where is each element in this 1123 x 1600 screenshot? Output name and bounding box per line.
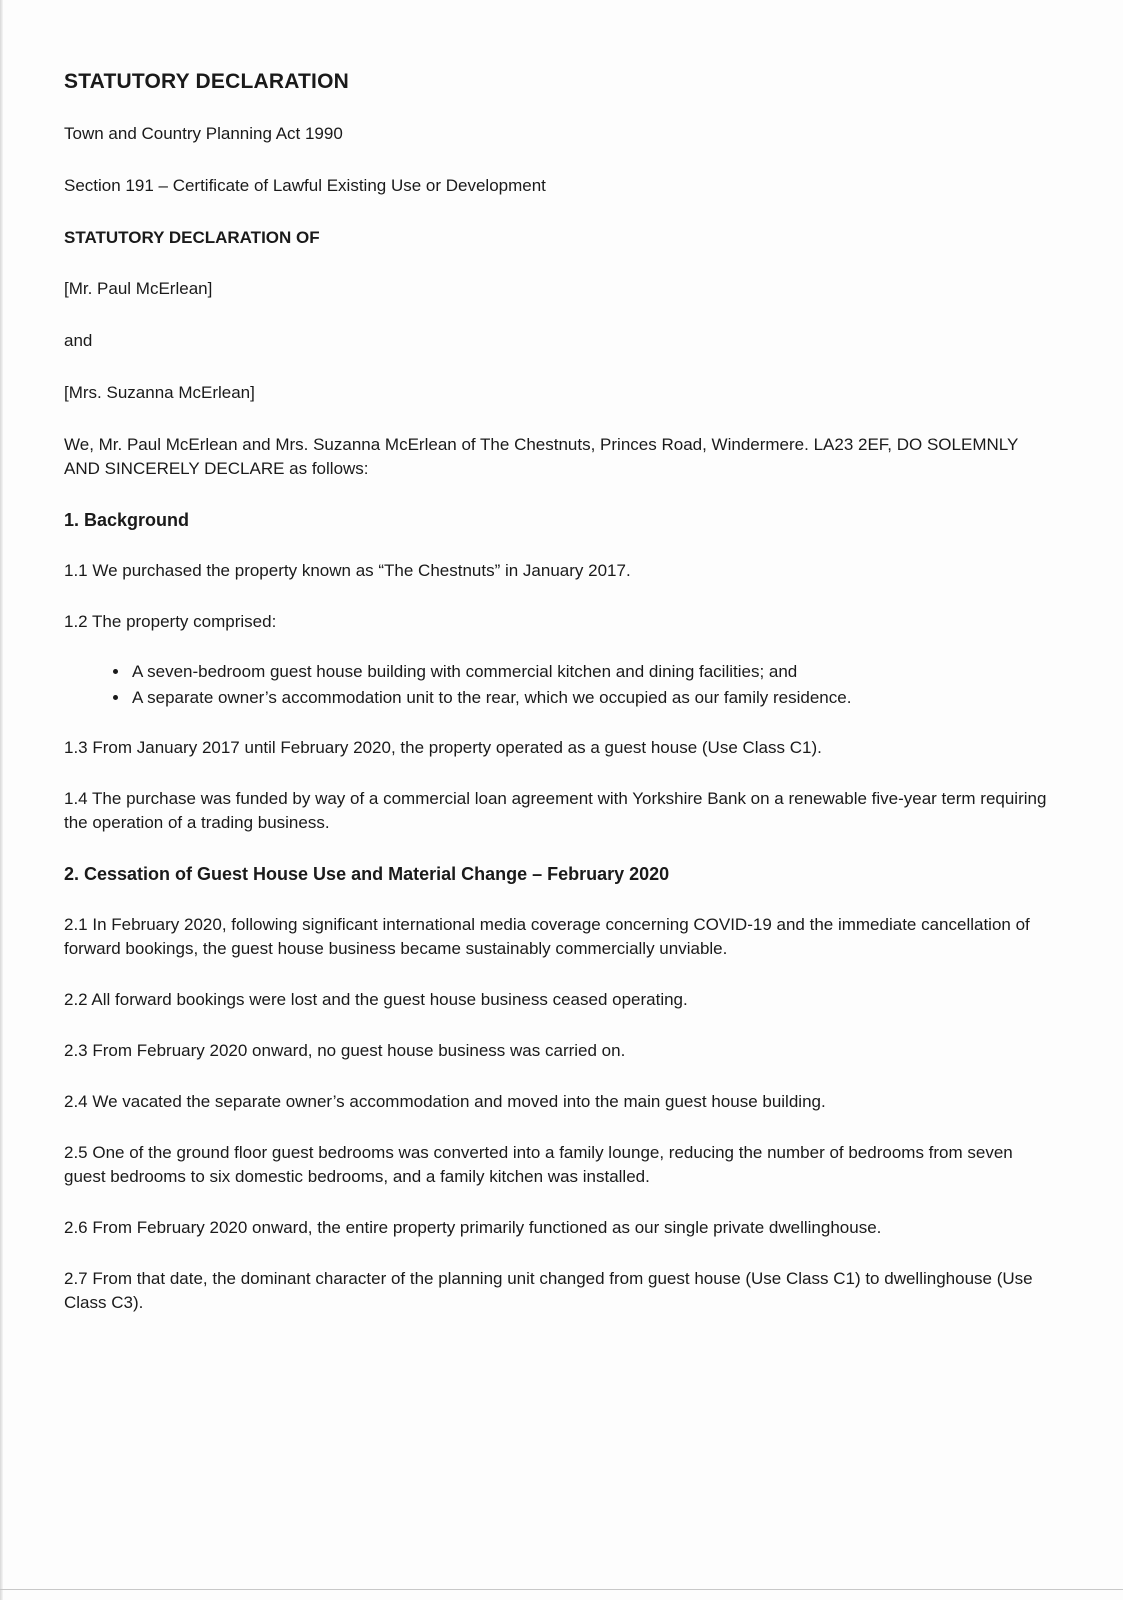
paragraph-2-6: 2.6 From February 2020 onward, the entire property primarily functioned as our single private dwellinghouse. (64, 1218, 882, 1237)
paragraph-1-2: 1.2 The property comprised: (64, 612, 277, 631)
and-text: and (64, 331, 93, 350)
paragraph-1-3: 1.3 From January 2017 until February 2020, the property operated as a guest house (Use Class C1). (64, 738, 822, 757)
paragraph-2-2: 2.2 All forward bookings were lost and the guest house business ceased operating. (64, 990, 688, 1009)
paragraph-1-4: 1.4 The purchase was funded by way of a commercial loan agreement with Yorkshire Bank on a renewable five-year term requiring the operation of a trading business. (64, 789, 1047, 832)
paragraph-2-3: 2.3 From February 2020 onward, no guest house business was carried on. (64, 1041, 626, 1060)
intro-paragraph: We, Mr. Paul McErlean and Mrs. Suzanna McErlean of The Chestnuts, Princes Road, Windermere. LA23 2EF, DO SOLEMNLY AND SINCERELY DECLARE as follows: (64, 435, 1018, 478)
declaration-of-heading: STATUTORY DECLARATION OF (64, 228, 320, 247)
paragraph-2-5: 2.5 One of the ground floor guest bedrooms was converted into a family lounge, reducing the number of bedrooms from seven guest bedrooms to six domestic bedrooms, and a family kitchen was installed. (64, 1143, 1013, 1186)
document-title: STATUTORY DECLARATION (64, 70, 349, 93)
section-2-heading: 2. Cessation of Guest House Use and Material Change – February 2020 (64, 864, 670, 884)
property-list (64, 660, 1054, 710)
paragraph-2-4: 2.4 We vacated the separate owner’s accommodation and moved into the main guest house building. (64, 1092, 826, 1111)
paragraph-1-1: 1.1 We purchased the property known as “The Chestnuts” in January 2017. (64, 561, 631, 580)
act-line: Town and Country Planning Act 1990 (64, 124, 343, 143)
paragraph-2-7: 2.7 From that date, the dominant character of the planning unit changed from guest house (Use Class C1) to dwellinghouse (Use Class C3). (64, 1269, 1033, 1312)
declarant-2: [Mrs. Suzanna McErlean] (64, 383, 255, 402)
section-1-heading: 1. Background (64, 510, 190, 530)
list-item: • A separate owner’s accommodation unit to the rear, which we occupied as our family residence. (130, 686, 1054, 710)
section-line: Section 191 – Certificate of Lawful Existing Use or Development (64, 176, 546, 195)
list-item: • A seven-bedroom guest house building with commercial kitchen and dining facilities; and (130, 660, 1054, 684)
scan-edge-bottom (0, 1589, 1123, 1590)
document-content (64, 70, 1054, 1342)
paragraph-2-1: 2.1 In February 2020, following significant international media coverage concerning COVID-19 and the immediate cancellation of forward bookings, the guest house business became sustainably commercially unviable. (64, 915, 1030, 958)
declarant-1: [Mr. Paul McErlean] (64, 279, 213, 298)
scan-edge-left (0, 0, 3, 1600)
